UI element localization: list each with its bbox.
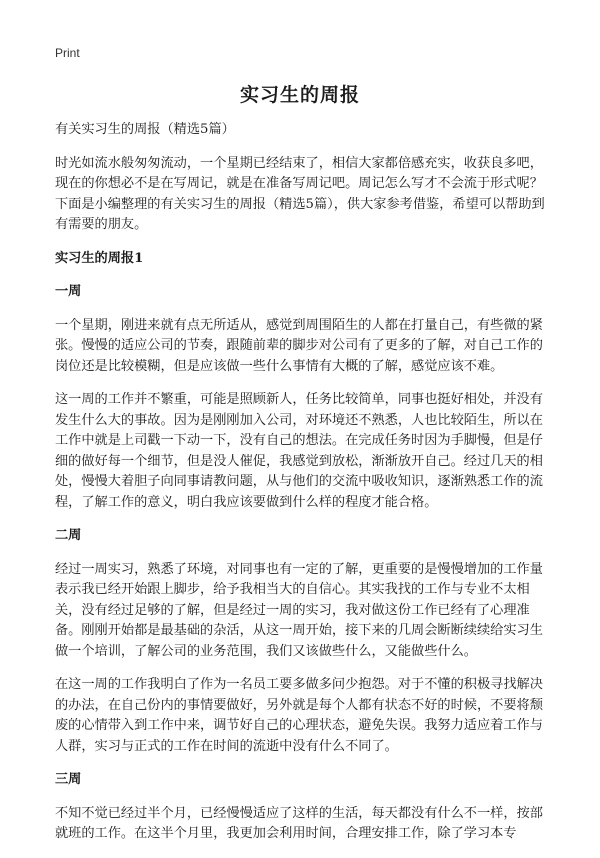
week-2-paragraph-1: 经过一周实习，熟悉了环境，对同事也有一定的了解，更重要的是慢慢增加的工作量表示我已经开始跟上脚步，给予我相当大的自信心。其实我找的工作与专业不太相关，没有经过足够的了解，但是经过一周的实习，我对做这份工作已经有了心理准备。刚刚开始都是最基础的杂活，从这一周开始，接下来的几周会断断续续给实习生做一个培训，了解公司的业务范围，我们又该做些什么，又能做些什么。 — [55, 561, 543, 659]
article-body — [55, 120, 555, 858]
print-link[interactable]: Print — [55, 46, 80, 60]
week-1-paragraph-2: 这一周的工作并不繁重，可能是照顾新人，任务比较简单，同事也挺好相处，并没有发生什么大的事故。因为是刚刚加入公司，对环境还不熟悉，人也比较陌生，所以在工作中就是上司戳一下动一下，没有自己的想法。在完成任务时因为手脚慢，但是仔细的做好每一个细节，但是没人催促，我感觉到放松，渐渐放开自己。经过几天的相处，慢慢大着胆子向同事请教问题，从与他们的交流中吸收知识，逐渐熟悉工作的流程，了解工作的意义，明白我应该要做到什么样的程度才能合格。 — [55, 392, 543, 510]
page-title: 实习生的周报 — [239, 84, 360, 106]
week-1-heading: 一周 — [55, 284, 82, 299]
article-subtitle: 有关实习生的周报（精选5篇） — [55, 122, 235, 137]
week-3-paragraph-1: 不知不觉已经过半个月，已经慢慢适应了这样的生活，每天都没有什么不一样，按部就班的工作。在这半个月里，我更加会利用时间，合理安排工作，除了学习本专 — [55, 805, 543, 841]
week-1-paragraph-1: 一个星期，刚进来就有点无所适从，感觉到周围陌生的人都在打量自己，有些微的紧张。慢慢的适应公司的节奏，跟随前辈的脚步对公司有了更多的了解，对自己工作的岗位还是比较模糊，但是应该做一些什么事情有大概的了解，感觉应该不难。 — [55, 317, 543, 374]
week-2-heading: 二周 — [55, 528, 82, 543]
report-heading: 实习生的周报1 — [55, 250, 144, 266]
week-3-heading: 三周 — [55, 772, 82, 787]
week-2-paragraph-2: 在这一周的工作我明白了作为一名员工要多做多问少抱怨。对于不懂的积极寻找解决的办法，在自己份内的事情要做好，另外就是每个人都有状态不好的时候，不要将颓废的心情带入到工作中来，调节好自己的心理状态，避免失误。我努力适应着工作与人群，实习与正式的工作在时间的流逝中没有什么不同了。 — [55, 677, 543, 754]
intro-paragraph: 时光如流水般匆匆流动，一个星期已经结束了，相信大家都倍感充实，收获良多吧，现在的你想必不是在写周记，就是在准备写周记吧。周记怎么写才不会流于形式呢？下面是小编整理的有关实习生的周报（精选5篇），供大家参考借鉴，希望可以帮助到有需要的朋友。 — [55, 155, 545, 232]
